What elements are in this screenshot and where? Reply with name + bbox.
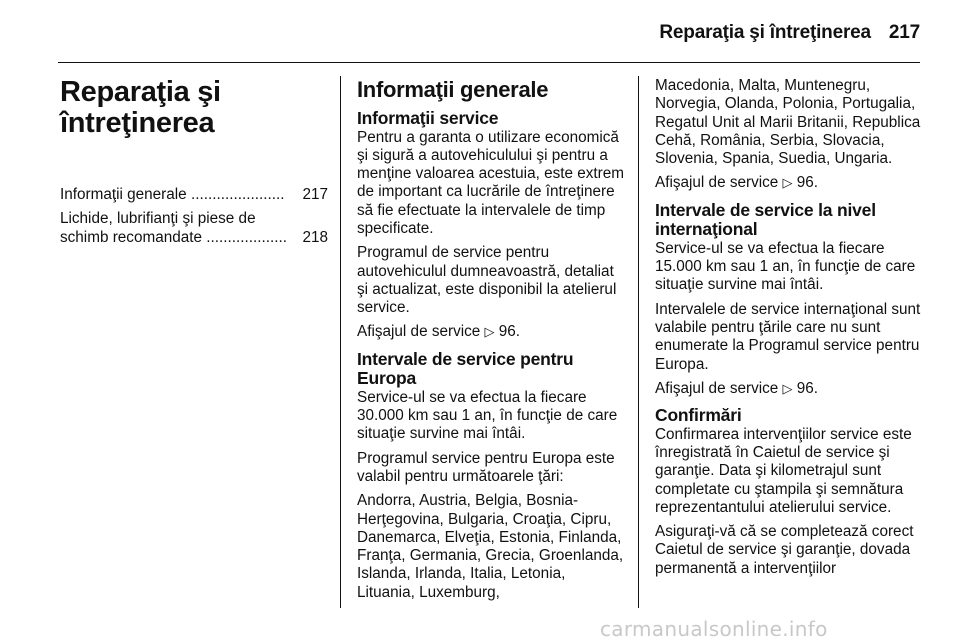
toc-entry[interactable] [60, 186, 328, 204]
toc-entry-page: 218 [302, 228, 328, 246]
paragraph: Pentru a garanta o utilizare economică şi sigură a autovehiculului şi pentru a menţine valoarea acestuia, este extrem de important ca lucrările de întreţinere să fie efectuate la intervalele de timp specificate. [357, 128, 624, 237]
cross-reference-text: Afişajul de service [655, 174, 779, 192]
paragraph: Confirmarea intervenţiilor service este înregistrată în Caietul de service şi garanţie. Data şi kilometrajul sunt completate cu ştampila şi semnătura reprezentantului atelierului service. [655, 425, 912, 516]
paragraph: Intervalele de service internaţional sunt valabile pentru ţările care nu sunt enumerate la Programul service pentru Europa. [655, 300, 921, 373]
chapter-column [60, 77, 328, 253]
content-column [357, 77, 627, 608]
cross-reference-page: 96. [498, 323, 521, 341]
header-rule [58, 62, 920, 63]
paragraph: Service-ul se va efectua la fiecare 15.000 km sau 1 an, în funcţie de care situaţie survine mai întâi. [655, 239, 916, 294]
toc-entry-text-line: Lichide, lubrifianţi şi piese de [60, 210, 256, 228]
watermark: carmanualsonline.info [600, 617, 828, 641]
chapter-title-line: întreţinerea [60, 107, 215, 139]
triangle-right-icon: ▷ [782, 175, 793, 191]
paragraph: Macedonia, Malta, Muntenegru, Norvegia, Olanda, Polonia, Portugalia, Regatul Unit al Marii Britanii, Republica Cehă, România, Serbia, Slovacia, Slovenia, Spania, Suedia, Ungaria. [655, 77, 921, 168]
triangle-right-icon: ▷ [782, 380, 793, 396]
paragraph: Service-ul se va efectua la fiecare 30.000 km sau 1 an, în funcţie de care situaţie survine mai întâi. [357, 388, 618, 443]
header-title: Reparaţia şi întreţinerea [659, 22, 871, 43]
section-title: Informaţii generale [357, 77, 549, 102]
column-divider [340, 76, 341, 608]
paragraph: Andorra, Austria, Belgia, Bosnia-Herţegovina, Bulgaria, Croaţia, Cipru, Danemarca, Elveţia, Estonia, Finlanda, Franţa, Germania, Grecia, Groenlanda, Islanda, Irlanda, Italia, Letonia, Lituania, Luxemburg, [357, 492, 624, 601]
cross-reference[interactable] [655, 174, 923, 192]
subsection-title: Informaţii service [357, 108, 499, 128]
cross-reference-text: Afişajul de service [357, 323, 481, 341]
toc-entry-page: 217 [302, 186, 328, 203]
paragraph: Programul de service pentru autovehiculul dumneavoastră, detaliat şi actualizat, este disponibil la atelierul service. [357, 244, 617, 317]
subsection-title: Intervale de service la nivel internaţional [655, 199, 876, 240]
column-divider [638, 76, 639, 608]
toc-entry-text: Informaţii generale ...................... [60, 186, 285, 203]
cross-reference-page: 96. [796, 379, 819, 397]
subsection-title: Confirmări [655, 405, 742, 426]
toc-entry-text-line: schimb recomandate ................... [60, 228, 287, 246]
triangle-right-icon: ▷ [484, 324, 495, 340]
running-header [659, 22, 920, 44]
cross-reference-text: Afişajul de service [655, 379, 779, 397]
content-column [655, 77, 923, 584]
page-number: 217 [888, 22, 920, 43]
paragraph: Programul service pentru Europa este valabil pentru următoarele ţări: [357, 449, 615, 485]
chapter-title-line: Reparaţia şi [60, 76, 221, 108]
toc-entry[interactable] [60, 210, 328, 247]
chapter-title [60, 77, 328, 139]
cross-reference[interactable] [357, 323, 627, 341]
toc-entry-text [60, 210, 300, 247]
subsection-title: Intervale de service pentru Europa [357, 348, 574, 389]
cross-reference-page: 96. [796, 174, 819, 192]
cross-reference[interactable] [655, 380, 923, 398]
paragraph: Asiguraţi-vă că se completează corect Caietul de service şi garanţie, dovada permanentă a intervenţiilor [655, 523, 914, 577]
